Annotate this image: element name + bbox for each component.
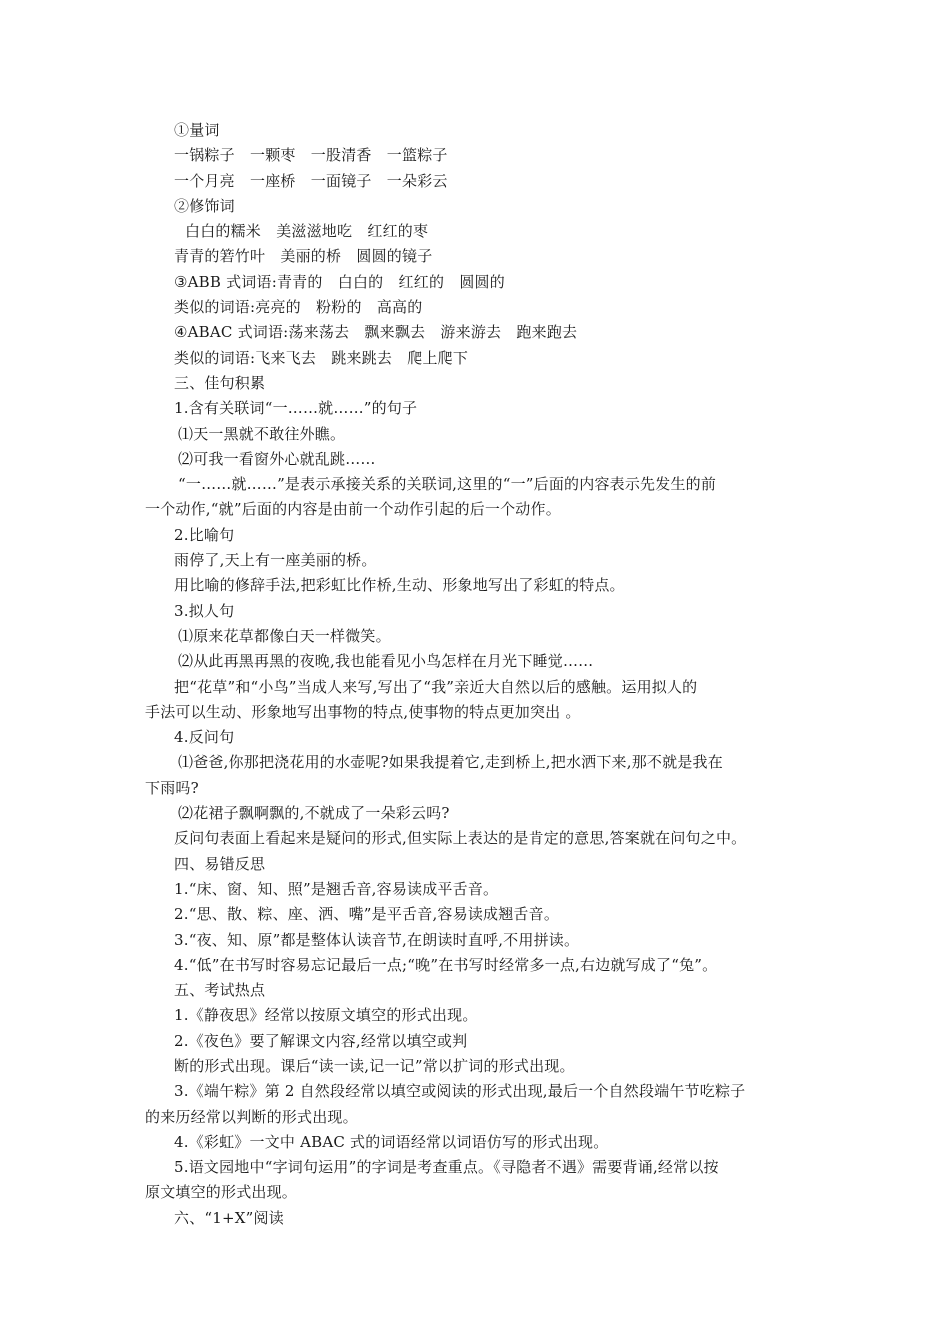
text-line: ⑵花裙子飘啊飘的,不就成了一朵彩云吗? <box>178 804 450 823</box>
text-line: ②修饰词 <box>174 196 235 215</box>
text-line: 下雨吗? <box>145 778 199 797</box>
text-line: 的来历经常以判断的形式出现。 <box>145 1107 358 1126</box>
text-line: 4.反问句 <box>174 728 235 747</box>
text-line: 2.“思、散、粽、座、洒、嘴”是平舌音,容易读成翘舌音。 <box>174 905 560 924</box>
text-line: 三、佳句积累 <box>174 373 266 392</box>
text-line: 四、易错反思 <box>174 854 266 873</box>
text-line: ③ABB 式词语:青青的 白白的 红红的 圆圆的 <box>174 272 505 291</box>
text-line: 用比喻的修辞手法,把彩虹比作桥,生动、形象地写出了彩虹的特点。 <box>174 576 625 595</box>
text-line: 六、“1+X”阅读 <box>174 1208 284 1227</box>
text-line: 4.“低”在书写时容易忘记最后一点;“晚”在书写时经常多一点,右边就写成了“兔”。 <box>174 955 718 974</box>
text-line: 五、考试热点 <box>174 981 266 1000</box>
text-line: 白白的糯米 美滋滋地吃 红红的枣 <box>185 222 429 241</box>
text-line: 类似的词语:飞来飞去 跳来跳去 爬上爬下 <box>174 348 469 367</box>
text-line: 1.《静夜思》经常以按原文填空的形式出现。 <box>174 1006 478 1025</box>
text-line: ①量词 <box>174 121 220 139</box>
text-line: 雨停了,天上有一座美丽的桥。 <box>174 551 377 570</box>
text-line: “一……就……”是表示承接关系的关联词,这里的“一”后面的内容表示先发生的前 <box>178 475 717 494</box>
text-line: ⑴原来花草都像白天一样微笑。 <box>178 626 391 645</box>
text-line: 一锅粽子 一颗枣 一股清香 一篮粽子 <box>174 146 448 165</box>
text-line: 反问句表面上看起来是疑问的形式,但实际上表达的是肯定的意思,答案就在问句之中。 <box>174 829 747 848</box>
text-line: 原文填空的形式出现。 <box>145 1183 298 1202</box>
text-line: 青青的箬竹叶 美丽的桥 圆圆的镜子 <box>174 247 433 266</box>
text-line: 5.语文园地中“字词句运用”的字词是考查重点。《寻隐者不遇》需要背诵,经常以按 <box>174 1158 719 1177</box>
text-line: ⑴爸爸,你那把浇花用的水壶呢?如果我提着它,走到桥上,把水洒下来,那不就是我在 <box>178 753 723 772</box>
text-line: 4.《彩虹》一文中 ABAC 式的词语经常以词语仿写的形式出现。 <box>174 1132 609 1151</box>
text-line: 1.含有关联词“一……就……”的句子 <box>174 399 418 418</box>
text-line: 2.《夜色》要了解课文内容,经常以填空或判 <box>174 1031 468 1050</box>
document-body <box>0 118 950 1231</box>
text-line: 3.《端午粽》第 2 自然段经常以填空或阅读的形式出现,最后一个自然段端午节吃粽子 <box>174 1082 746 1101</box>
text-line: 类似的词语:亮亮的 粉粉的 高高的 <box>174 298 423 317</box>
text-line: 3.“夜、知、原”都是整体认读音节,在朗读时直呼,不用拼读。 <box>174 930 580 949</box>
text-line: ⑵从此再黑再黑的夜晚,我也能看见小鸟怎样在月光下睡觉…… <box>178 652 594 671</box>
text-line: 手法可以生动、形象地写出事物的特点,使事物的特点更加突出 。 <box>145 702 581 721</box>
text-line: 一个月亮 一座桥 一面镜子 一朵彩云 <box>174 171 448 190</box>
text-line: 断的形式出现。课后“读一读,记一记”常以扩词的形式出现。 <box>174 1056 575 1075</box>
text-line: ⑵可我一看窗外心就乱跳…… <box>178 449 376 468</box>
text-line: 3.拟人句 <box>174 601 235 620</box>
text-line: 一个动作,“就”后面的内容是由前一个动作引起的后一个动作。 <box>145 500 561 519</box>
text-line: ④ABAC 式词语:荡来荡去 飘来飘去 游来游去 跑来跑去 <box>174 323 578 342</box>
text-line: 1.“床、窗、知、照”是翘舌音,容易读成平舌音。 <box>174 879 499 898</box>
text-line: ⑴天一黑就不敢往外瞧。 <box>178 424 346 443</box>
text-line: 把“花草”和“小鸟”当成人来写,写出了“我”亲近大自然以后的感触。运用拟人的 <box>174 677 698 696</box>
text-line: 2.比喻句 <box>174 525 235 544</box>
